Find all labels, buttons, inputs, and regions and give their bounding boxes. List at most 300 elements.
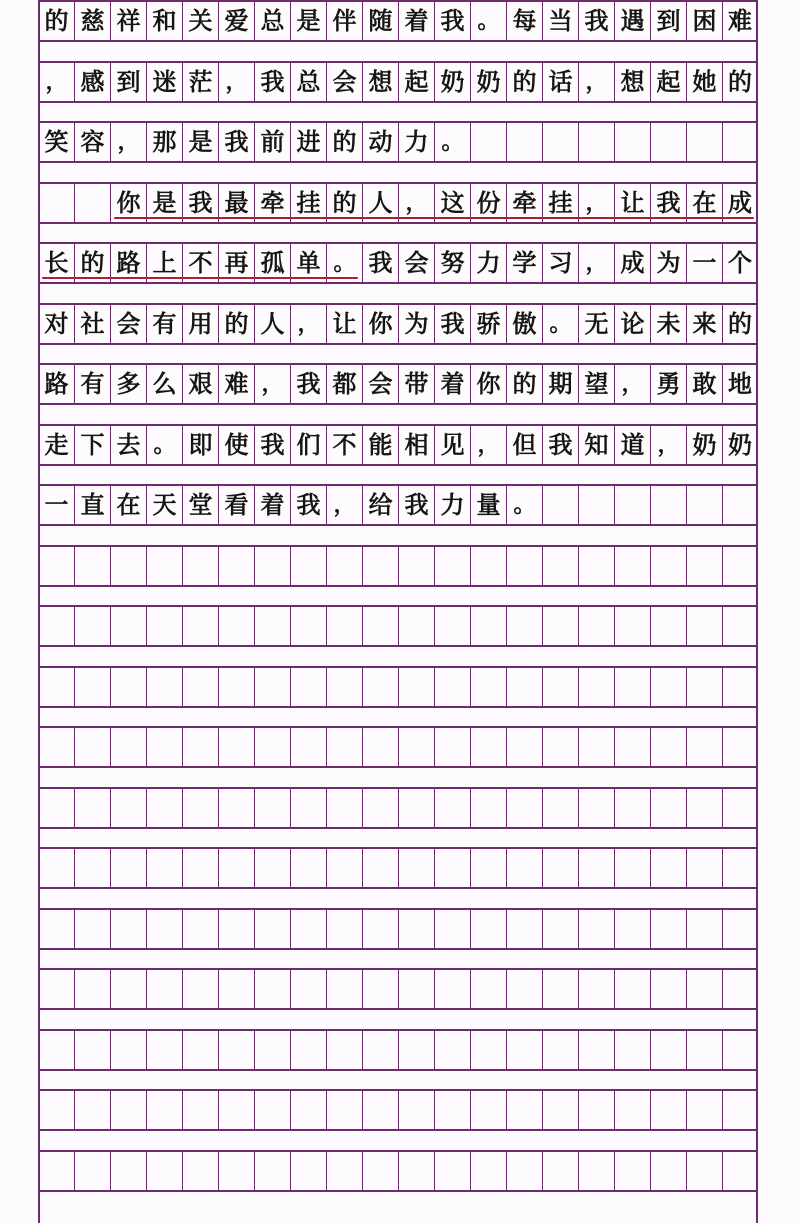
character-cell: 这 [434, 184, 470, 222]
empty-cell [506, 970, 542, 1008]
empty-cell [722, 547, 758, 585]
character-cell: 难 [722, 2, 758, 40]
empty-cell [110, 1091, 146, 1129]
character-cell: 挂 [290, 184, 326, 222]
empty-cell [326, 547, 362, 585]
grid-row [38, 545, 758, 587]
character-cell: 一 [38, 486, 74, 524]
character-cell: 到 [650, 2, 686, 40]
empty-cell [218, 970, 254, 1008]
empty-cell [614, 547, 650, 585]
empty-cell [686, 728, 722, 766]
empty-cell [146, 849, 182, 887]
empty-cell [506, 547, 542, 585]
character-cell: 想 [362, 63, 398, 101]
character-cell: 多 [110, 365, 146, 403]
empty-cell [290, 668, 326, 706]
empty-cell [218, 789, 254, 827]
empty-cell [74, 1091, 110, 1129]
empty-cell [254, 668, 290, 706]
character-cell: ， [110, 123, 146, 161]
character-cell: 。 [146, 426, 182, 464]
empty-cell [542, 728, 578, 766]
empty-cell [290, 970, 326, 1008]
character-cell: 迷 [146, 63, 182, 101]
empty-cell [650, 910, 686, 948]
empty-cell [218, 1152, 254, 1190]
empty-cell [722, 849, 758, 887]
empty-cell [146, 668, 182, 706]
character-cell: 傲 [506, 305, 542, 343]
underline-mark [114, 217, 754, 219]
empty-cell [686, 1091, 722, 1129]
empty-cell [254, 910, 290, 948]
grid-row [38, 1029, 758, 1071]
empty-cell [146, 910, 182, 948]
empty-cell [614, 970, 650, 1008]
character-cell: 相 [398, 426, 434, 464]
empty-cell [470, 607, 506, 645]
empty-cell [74, 607, 110, 645]
empty-cell [398, 547, 434, 585]
character-cell: 的 [506, 63, 542, 101]
grid-row [38, 908, 758, 950]
character-cell: 容 [74, 123, 110, 161]
empty-cell [722, 1091, 758, 1129]
character-cell: 路 [110, 244, 146, 282]
character-cell: 奶 [470, 63, 506, 101]
empty-cell [110, 607, 146, 645]
empty-cell [362, 547, 398, 585]
empty-cell [578, 1091, 614, 1129]
character-cell: 随 [362, 2, 398, 40]
character-cell: 路 [38, 365, 74, 403]
empty-cell [290, 607, 326, 645]
empty-cell [38, 1091, 74, 1129]
character-cell: ， [398, 184, 434, 222]
empty-cell [614, 486, 650, 524]
character-cell: 每 [506, 2, 542, 40]
empty-cell [650, 1091, 686, 1129]
empty-cell [506, 668, 542, 706]
grid-row [38, 363, 758, 405]
empty-cell [470, 1031, 506, 1069]
character-cell: 的 [326, 184, 362, 222]
character-cell: 的 [38, 2, 74, 40]
character-cell: 。 [470, 2, 506, 40]
empty-cell [542, 668, 578, 706]
character-cell: 地 [722, 365, 758, 403]
empty-cell [722, 970, 758, 1008]
character-cell: 论 [614, 305, 650, 343]
character-cell: 会 [362, 365, 398, 403]
empty-cell [362, 607, 398, 645]
empty-cell [470, 910, 506, 948]
character-cell: 我 [290, 365, 326, 403]
empty-cell [290, 849, 326, 887]
character-cell: 着 [398, 2, 434, 40]
empty-cell [218, 1031, 254, 1069]
character-cell: 去 [110, 426, 146, 464]
grid-row [38, 424, 758, 466]
character-cell: 能 [362, 426, 398, 464]
empty-cell [686, 910, 722, 948]
empty-cell [218, 910, 254, 948]
empty-cell [38, 547, 74, 585]
empty-cell [578, 123, 614, 161]
character-cell: 走 [38, 426, 74, 464]
character-cell: 你 [110, 184, 146, 222]
character-cell: 道 [614, 426, 650, 464]
character-cell: 关 [182, 2, 218, 40]
empty-cell [398, 970, 434, 1008]
character-cell: 习 [542, 244, 578, 282]
empty-cell [614, 607, 650, 645]
character-cell: 不 [326, 426, 362, 464]
character-cell: 。 [542, 305, 578, 343]
empty-cell [578, 970, 614, 1008]
character-cell: 总 [290, 63, 326, 101]
character-cell: 慈 [74, 2, 110, 40]
character-cell: 是 [290, 2, 326, 40]
character-cell: 会 [110, 305, 146, 343]
empty-cell [614, 1031, 650, 1069]
character-cell: ， [470, 426, 506, 464]
empty-cell [722, 910, 758, 948]
character-cell: 孤 [254, 244, 290, 282]
character-cell: 起 [398, 63, 434, 101]
empty-cell [470, 789, 506, 827]
character-cell: 。 [506, 486, 542, 524]
empty-cell [290, 910, 326, 948]
character-cell: 和 [146, 2, 182, 40]
empty-cell [578, 547, 614, 585]
empty-cell [614, 789, 650, 827]
empty-cell [614, 910, 650, 948]
character-cell: 会 [398, 244, 434, 282]
character-cell: 天 [146, 486, 182, 524]
empty-cell [686, 668, 722, 706]
character-cell: 使 [218, 426, 254, 464]
empty-cell [38, 910, 74, 948]
character-cell: 我 [542, 426, 578, 464]
empty-cell [434, 668, 470, 706]
grid-row [38, 61, 758, 103]
empty-cell [722, 1152, 758, 1190]
empty-cell [506, 849, 542, 887]
character-cell: 会 [326, 63, 362, 101]
empty-cell [398, 910, 434, 948]
empty-cell [182, 668, 218, 706]
character-cell: 遇 [614, 2, 650, 40]
character-cell: 都 [326, 365, 362, 403]
character-cell: 在 [110, 486, 146, 524]
character-cell: 用 [182, 305, 218, 343]
empty-cell [182, 1091, 218, 1129]
empty-cell [434, 849, 470, 887]
empty-cell [362, 1031, 398, 1069]
empty-cell [110, 668, 146, 706]
empty-cell [110, 1031, 146, 1069]
empty-cell [614, 728, 650, 766]
character-cell: ， [326, 486, 362, 524]
character-cell: 望 [578, 365, 614, 403]
empty-cell [686, 789, 722, 827]
character-cell: 我 [650, 184, 686, 222]
empty-cell [254, 607, 290, 645]
empty-cell [578, 910, 614, 948]
empty-cell [650, 668, 686, 706]
empty-cell [398, 1152, 434, 1190]
empty-cell [74, 728, 110, 766]
empty-cell [398, 1091, 434, 1129]
character-cell: 看 [218, 486, 254, 524]
character-cell: 份 [470, 184, 506, 222]
empty-cell [722, 789, 758, 827]
character-cell: 那 [146, 123, 182, 161]
empty-cell [722, 607, 758, 645]
character-cell: 对 [38, 305, 74, 343]
empty-cell [686, 547, 722, 585]
empty-cell [290, 1031, 326, 1069]
empty-cell [686, 607, 722, 645]
grid-row [38, 726, 758, 768]
empty-cell [650, 123, 686, 161]
empty-cell [686, 849, 722, 887]
empty-cell [110, 849, 146, 887]
underline-mark [42, 277, 358, 279]
character-cell: 牵 [254, 184, 290, 222]
empty-cell [218, 547, 254, 585]
empty-cell [434, 789, 470, 827]
character-cell: 难 [218, 365, 254, 403]
empty-cell [650, 970, 686, 1008]
empty-cell [398, 728, 434, 766]
empty-cell [38, 184, 74, 222]
empty-cell [74, 789, 110, 827]
empty-cell [614, 1152, 650, 1190]
empty-cell [578, 607, 614, 645]
empty-cell [578, 789, 614, 827]
empty-cell [218, 1091, 254, 1129]
empty-cell [326, 970, 362, 1008]
empty-cell [326, 1091, 362, 1129]
character-cell: 挂 [542, 184, 578, 222]
empty-cell [218, 728, 254, 766]
empty-cell [434, 728, 470, 766]
empty-cell [326, 1152, 362, 1190]
empty-cell [470, 547, 506, 585]
empty-cell [254, 728, 290, 766]
empty-cell [254, 789, 290, 827]
empty-cell [74, 547, 110, 585]
empty-cell [326, 668, 362, 706]
empty-cell [182, 1031, 218, 1069]
empty-cell [434, 910, 470, 948]
empty-cell [290, 1091, 326, 1129]
character-cell: 是 [182, 123, 218, 161]
empty-cell [326, 910, 362, 948]
character-cell: ， [38, 63, 74, 101]
empty-cell [182, 607, 218, 645]
empty-cell [74, 184, 110, 222]
grid-row [38, 1150, 758, 1192]
empty-cell [362, 728, 398, 766]
empty-cell [74, 1031, 110, 1069]
character-cell: 知 [578, 426, 614, 464]
empty-cell [74, 849, 110, 887]
empty-cell [74, 910, 110, 948]
empty-cell [110, 970, 146, 1008]
empty-cell [722, 1031, 758, 1069]
character-cell: 来 [686, 305, 722, 343]
empty-cell [290, 547, 326, 585]
empty-cell [38, 849, 74, 887]
character-cell: 为 [650, 244, 686, 282]
character-cell: 的 [722, 63, 758, 101]
character-cell: 堂 [182, 486, 218, 524]
empty-cell [362, 789, 398, 827]
empty-cell [506, 607, 542, 645]
empty-cell [614, 1091, 650, 1129]
character-cell: ， [578, 244, 614, 282]
character-cell: 她 [686, 63, 722, 101]
character-cell: ， [650, 426, 686, 464]
empty-cell [146, 970, 182, 1008]
empty-cell [470, 970, 506, 1008]
character-cell: 你 [362, 305, 398, 343]
character-cell: 有 [146, 305, 182, 343]
empty-cell [218, 607, 254, 645]
character-cell: 努 [434, 244, 470, 282]
character-cell: 长 [38, 244, 74, 282]
empty-cell [650, 1031, 686, 1069]
empty-cell [470, 1152, 506, 1190]
empty-cell [650, 486, 686, 524]
character-cell: 未 [650, 305, 686, 343]
empty-cell [362, 668, 398, 706]
empty-cell [218, 849, 254, 887]
empty-cell [722, 668, 758, 706]
character-cell: 不 [182, 244, 218, 282]
empty-cell [434, 970, 470, 1008]
character-cell: 前 [254, 123, 290, 161]
empty-cell [686, 970, 722, 1008]
empty-cell [722, 486, 758, 524]
character-cell: 想 [614, 63, 650, 101]
empty-cell [542, 1091, 578, 1129]
character-cell: ， [614, 365, 650, 403]
empty-cell [614, 668, 650, 706]
empty-cell [722, 728, 758, 766]
empty-cell [434, 547, 470, 585]
empty-cell [38, 970, 74, 1008]
empty-cell [506, 123, 542, 161]
empty-cell [146, 1091, 182, 1129]
grid-row [38, 0, 758, 42]
empty-cell [542, 789, 578, 827]
character-cell: 艰 [182, 365, 218, 403]
empty-cell [542, 607, 578, 645]
character-cell: 奶 [722, 426, 758, 464]
empty-cell [362, 849, 398, 887]
character-cell: 。 [326, 244, 362, 282]
empty-cell [146, 1031, 182, 1069]
empty-cell [326, 849, 362, 887]
empty-cell [254, 1152, 290, 1190]
grid-row [38, 787, 758, 829]
character-cell: 我 [254, 63, 290, 101]
character-cell: 我 [362, 244, 398, 282]
empty-cell [470, 123, 506, 161]
character-cell: 骄 [470, 305, 506, 343]
empty-cell [722, 123, 758, 161]
character-cell: 着 [434, 365, 470, 403]
empty-cell [542, 123, 578, 161]
character-cell: 力 [398, 123, 434, 161]
empty-cell [506, 1031, 542, 1069]
empty-cell [254, 970, 290, 1008]
empty-cell [506, 728, 542, 766]
character-cell: 祥 [110, 2, 146, 40]
character-cell: 勇 [650, 365, 686, 403]
character-cell: 到 [110, 63, 146, 101]
empty-cell [542, 849, 578, 887]
character-cell: 的 [722, 305, 758, 343]
character-cell: 你 [470, 365, 506, 403]
empty-cell [182, 970, 218, 1008]
empty-cell [650, 849, 686, 887]
empty-cell [182, 547, 218, 585]
empty-cell [650, 607, 686, 645]
character-cell: 力 [434, 486, 470, 524]
character-cell: 的 [506, 365, 542, 403]
empty-cell [362, 1152, 398, 1190]
empty-cell [578, 1152, 614, 1190]
empty-cell [146, 789, 182, 827]
empty-cell [74, 668, 110, 706]
empty-cell [362, 970, 398, 1008]
empty-cell [110, 789, 146, 827]
character-cell: 我 [290, 486, 326, 524]
character-cell: 人 [254, 305, 290, 343]
character-cell: 在 [686, 184, 722, 222]
empty-cell [686, 123, 722, 161]
empty-cell [434, 1152, 470, 1190]
grid-row [38, 666, 758, 708]
character-cell: ， [218, 63, 254, 101]
character-cell: 但 [506, 426, 542, 464]
character-cell: 直 [74, 486, 110, 524]
character-cell: 学 [506, 244, 542, 282]
empty-cell [326, 1031, 362, 1069]
empty-cell [38, 668, 74, 706]
grid-row [38, 303, 758, 345]
character-cell: 起 [650, 63, 686, 101]
character-cell: 带 [398, 365, 434, 403]
character-cell: 上 [146, 244, 182, 282]
character-cell: 茫 [182, 63, 218, 101]
character-cell: 个 [722, 244, 758, 282]
character-cell: 量 [470, 486, 506, 524]
empty-cell [146, 547, 182, 585]
empty-cell [182, 849, 218, 887]
grid-row [38, 121, 758, 163]
empty-cell [182, 910, 218, 948]
character-cell: 我 [434, 2, 470, 40]
empty-cell [326, 607, 362, 645]
character-cell: 有 [74, 365, 110, 403]
